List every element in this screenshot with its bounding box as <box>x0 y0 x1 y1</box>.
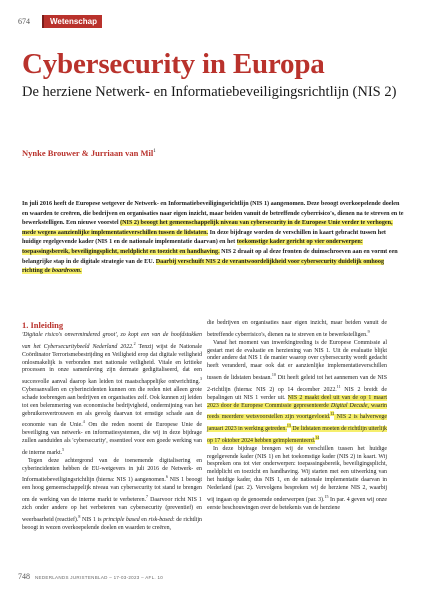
lead-highlight-italic: boardroom <box>52 268 81 275</box>
page-footer <box>18 572 163 581</box>
footnote-ref: 5 <box>62 446 65 452</box>
paragraph <box>207 340 387 446</box>
quote-text: 'Digitale risico's onvermindered groot', zo kopt een van de hoofdstukken van het Cybersecuritybeeld Nederland 2022. <box>22 332 202 350</box>
footnote-ref: 13 <box>286 423 291 429</box>
page-header <box>18 14 102 28</box>
paragraph <box>207 320 387 340</box>
column-right <box>207 320 387 513</box>
article-lead <box>22 200 404 277</box>
body-text: Om die reden noemt de Europese Unie de beveiliging van netwerk- en informatiesystemen, die wij in deze bijdrage zullen aanduiden als 'cybersecurity', essentieel voor een goede werking van de interne markt. <box>22 422 203 456</box>
footnote-ref: 14 <box>315 434 320 440</box>
paragraph <box>207 446 387 513</box>
footnote-ref: 15 <box>324 493 329 499</box>
lead-highlight-end: . <box>80 268 82 275</box>
lead-text-3: NIS 2 draait op al deze fronten de duimschroeven aan en vormt een belangrijke stap in de digitale strategie van de EU. <box>22 248 398 265</box>
footnote-ref: 4 <box>82 419 85 425</box>
body-text: die bedrijven en organisaties naar eigen inzicht, maar beiden vanuit de betreffende cyberrisico's, dienen na te streven en te bewerkstelligen. <box>207 320 387 338</box>
footnote-ref: 7 <box>146 494 149 500</box>
italic-term: risk-based <box>148 516 173 523</box>
body-text: Tegen deze achtergrond van de toenemende digitalisering en cyberincidenten hebben de EU-wetgevers in juli 2016 de Netwerk- en Informatiebeveiligingsrichtlijn (hierna: NIS 1) aangenomen. <box>22 457 202 484</box>
footnote-ref: 10 <box>271 372 276 378</box>
lead-highlight-3: Daarbij verschuift NIS 2 de verantwoordelijkheid voor cybersecurity duidelijk omhoog richting de <box>22 258 385 275</box>
column-left <box>22 320 202 532</box>
authors-footnote-ref: 1 <box>153 149 156 155</box>
footnote-ref: 2 <box>133 340 136 346</box>
body-text: NIS 1 beoogt een hoog gemeenschappelijk niveau van cybersecurity tot stand te brengen om de werking van de interne markt te verbeteren. <box>22 477 202 503</box>
footnote-ref: 12 <box>330 411 335 417</box>
body-text: Cyberaanvallen en cyberincidenten kunnen om die reden niet alleen grote schade toebrengen aan bedrijven en organisaties zelf. Ook kunnen zij leiden tot een belemmering van economische bedrijvigheid, ondermijning van het gebruikersvertrouwen en als gevolg daarvan tot ernstige schade aan de economie van de Unie. <box>22 387 202 429</box>
footnote-ref: 8 <box>78 513 81 519</box>
footnote-ref: 3 <box>200 376 202 382</box>
article-title: Cybersecurity in Europa <box>22 48 325 80</box>
lead-text-1: In juli 2016 heeft de Europese wetgever de Netwerk- en Informatiebeveiligingsrichtlijn (NIS 1) aangenomen. Deze beoogt overkoepelende doelen en waarden te creëren, die bedrijven en organisaties naar eigen inzicht, maar beiden vanuit de betreffende cyberrisico's, dienen na te streven en te bewerkstelligen. Een nieuwe voorstel <box>22 201 404 227</box>
section-heading: 1. Inleiding <box>22 320 64 330</box>
body-text: Vanaf het moment van inwerkingtreding is de Europese Commissie al gestart met de evaluatie en herziening van NIS 1. Uit de evaluatie blijkt onder andere dat NIS 1 de manier waarop over cybersecurity wordt gedacht heeft veranderd, maar ook dat er aanzienlijke implementatieverschillen tussen de lidstaten bestaan. <box>207 339 387 381</box>
lead-highlight-2: toekomstige kader gericht op vier onderwerpen: toepassingsbereik, beveiligingsplicht, meldplicht en toezicht en handhaving. <box>22 239 363 255</box>
body-text: : de richtlijn beoogt in wezen overkoepelende doelen en waarden te creëren, <box>22 516 203 531</box>
section-tag: Wetenschap <box>42 15 102 28</box>
highlight-text: De lidstaten moeten de richtlijn uiterlijk op 17 oktober 2024 hebben geïmplementeerd. <box>207 426 387 444</box>
highlight-text: , waarin reeds meerdere wetsvoorstellen zijn voortgevloeid. <box>207 402 387 421</box>
highlight-text: NIS 2 is halverwege januari 2023 in werking getreden. <box>207 414 387 433</box>
article-authors <box>22 148 156 158</box>
footnote-ref: 6 <box>165 474 168 480</box>
body-text: Dit heeft geleid tot het aannemen van de NIS 2-richtlijn (hierna: NIS 2) op 14 december 2022. <box>207 375 387 393</box>
footnote-ref: 11 <box>336 383 341 389</box>
bottom-page-number: 748 <box>18 572 30 581</box>
lead-text-2: In deze bijdrage worden de verschillen in kaart gebracht tussen het huidige regelgevende kader (NIS 1 en de nationale implementatie daarvan) en het <box>22 229 386 246</box>
lead-highlight-1: (NIS 2) beoogt het gemeenschappelijk niveau van cybersecurity in de Europese Unie verder te verhogen, mede wegens aanzienlijke implementatieverschillen tussen de lidstaten. <box>22 220 393 236</box>
body-text: Daarvoor richt NIS 1 zich onder andere op het verbeteren van cybersecurity (preventief) en weerbaarheid (reactief). <box>22 497 202 523</box>
journal-citation: NEDERLANDS JURISTENBLAD – 17-03-2023 – AFL. 10 <box>35 575 164 580</box>
body-text: In deze bijdrage brengen wij de verschillen tussen het huidige regelgevende kader (NIS 1) en het toekomstige kader (NIS 2) in kaart. Wij bespreken ons tot vier onderwerpen: toepassingsbereik, beveiligingsplicht, meldplicht en toezicht en handhaving. Wij starten met een uitwerking van het huidige kader, dus NIS 1, en de nationale implementatie daarvan in Nederland (par. 2). Vervolgens bespreken wij de herziene NIS 2, waarbij wij ingaan op de genoemde onderwerpen (par. 3). <box>207 445 387 503</box>
italic-term: principle based <box>103 516 140 523</box>
top-page-number: 674 <box>18 16 30 26</box>
body-text: NIS 1 is <box>80 516 104 523</box>
paragraph <box>22 458 202 533</box>
paragraph <box>22 332 202 458</box>
body-text: en <box>139 516 149 523</box>
highlight-italic: Digital Decade <box>330 402 368 409</box>
footnote-ref: 9 <box>367 328 370 334</box>
article-subtitle: De herziene Netwerk- en Informatiebeveiligingsrichtlijn (NIS 2) <box>22 84 397 100</box>
body-text: In par. 4 geven wij onze eerste beschouwingen over de betekenis van de herziene <box>207 496 388 511</box>
body-text: NIS 2 breidt de bepalingen uit NIS 1 verder uit. <box>207 386 387 401</box>
body-text: Tenzij wijst de Nationale Coördinator Terrorismebestrijding en Veiligheid erop dat digitale veiligheid onlosmakelijk is verbonden met nationale veiligheid. Vitale en kritieke processen in onze samenleving zijn dermate gedigitaliseerd, dat een succesvolle aanval daarop kan leiden tot maatschappelijke ontwrichting. <box>22 343 202 386</box>
highlight-text: NIS 2 maakt deel uit van de op 1 maart 2023 door de Europese Commissie gepresenteerde <box>207 394 387 409</box>
authors-names: Nynke Brouwer & Jurriaan van Mil <box>22 148 154 158</box>
